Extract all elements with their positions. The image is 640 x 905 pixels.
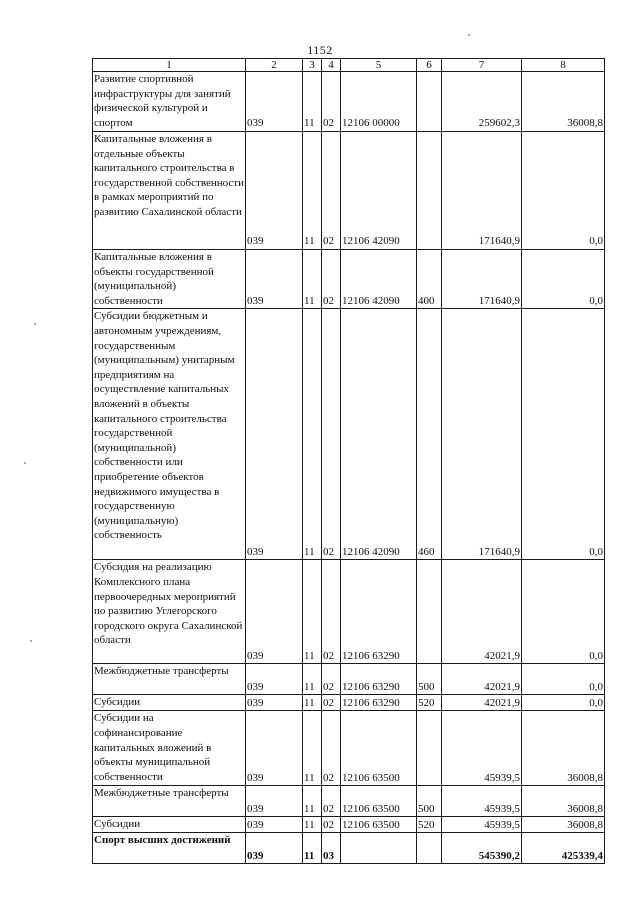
row-amount-col7: 45939,5 — [442, 786, 522, 817]
table-row — [93, 250, 605, 309]
row-amount-col7: 42021,9 — [442, 695, 522, 711]
row-amount-col8: 0,0 — [522, 250, 605, 309]
table-row — [93, 711, 605, 786]
row-section-code: 11 — [303, 132, 322, 250]
row-subsection-code: 02 — [322, 132, 341, 250]
row-target-code: 12106 42090 — [341, 250, 417, 309]
row-amount-col8: 36008,8 — [522, 817, 605, 833]
row-section-code: 11 — [303, 711, 322, 786]
row-amount-col8: 0,0 — [522, 560, 605, 664]
row-target-code: 12106 63500 — [341, 786, 417, 817]
table-row — [93, 309, 605, 560]
row-amount-col7: 171640,9 — [442, 309, 522, 560]
row-subsection-code: 02 — [322, 786, 341, 817]
row-subsection-code: 03 — [322, 833, 341, 864]
budget-table — [92, 58, 605, 864]
row-ministry-code: 039 — [246, 817, 303, 833]
row-amount-col8: 425339,4 — [522, 833, 605, 864]
table-row — [93, 560, 605, 664]
row-ministry-code: 039 — [246, 72, 303, 132]
row-ministry-code: 039 — [246, 132, 303, 250]
table-row — [93, 132, 605, 250]
row-section-code: 11 — [303, 664, 322, 695]
row-target-code: 12106 00000 — [341, 72, 417, 132]
row-amount-col8: 0,0 — [522, 309, 605, 560]
row-amount-col7: 45939,5 — [442, 817, 522, 833]
row-expense-type: 460 — [417, 309, 442, 560]
header-row — [93, 59, 605, 72]
row-amount-col8: 0,0 — [522, 132, 605, 250]
row-target-code: 12106 42090 — [341, 309, 417, 560]
table-row — [93, 664, 605, 695]
row-amount-col7: 171640,9 — [442, 250, 522, 309]
row-target-code: 12106 63290 — [341, 695, 417, 711]
scan-speck — [34, 323, 36, 325]
row-section-code: 11 — [303, 695, 322, 711]
row-target-code: 12106 63500 — [341, 817, 417, 833]
row-expense-type: 520 — [417, 817, 442, 833]
row-amount-col8: 0,0 — [522, 664, 605, 695]
table-row — [93, 695, 605, 711]
row-name: Капитальные вложения в отдельные объекты капитального строительства в государственной собственности в рамках мероприятий по развитию Сахалинской области — [93, 132, 246, 250]
row-name: Развитие спортивной инфраструктуры для занятий физической культурой и спортом — [93, 72, 246, 132]
scan-speck — [468, 34, 470, 36]
row-section-code: 11 — [303, 833, 322, 864]
row-name: Капитальные вложения в объекты государственной (муниципальной) собственности — [93, 250, 246, 309]
table-row — [93, 72, 605, 132]
row-ministry-code: 039 — [246, 711, 303, 786]
row-amount-col7: 545390,2 — [442, 833, 522, 864]
row-section-code: 11 — [303, 72, 322, 132]
table-row — [93, 786, 605, 817]
header-cell-5: 5 — [341, 59, 417, 72]
row-name: Межбюджетные трансферты — [93, 664, 246, 695]
row-subsection-code: 02 — [322, 309, 341, 560]
row-target-code — [341, 833, 417, 864]
row-expense-type: 520 — [417, 695, 442, 711]
row-name: Субсидии — [93, 817, 246, 833]
table-row-total — [93, 833, 605, 864]
row-subsection-code: 02 — [322, 817, 341, 833]
row-amount-col8: 36008,8 — [522, 72, 605, 132]
row-section-code: 11 — [303, 560, 322, 664]
row-amount-col8: 0,0 — [522, 695, 605, 711]
row-subsection-code: 02 — [322, 72, 341, 132]
row-amount-col7: 42021,9 — [442, 664, 522, 695]
row-amount-col7: 259602,3 — [442, 72, 522, 132]
row-amount-col7: 42021,9 — [442, 560, 522, 664]
row-target-code: 12106 42090 — [341, 132, 417, 250]
row-expense-type — [417, 560, 442, 664]
row-expense-type — [417, 132, 442, 250]
row-name: Субсидии бюджетным и автономным учреждениям, государственным (муниципальным) унитарным предприятиям на осуществление капитальных вложений в объекты капитального строительства государственной (муниципальной) собственности или приобретение объектов недвижимого имущества в государственную (муниципальную) собственность — [93, 309, 246, 560]
row-section-code: 11 — [303, 817, 322, 833]
row-expense-type — [417, 72, 442, 132]
row-expense-type: 400 — [417, 250, 442, 309]
row-subsection-code: 02 — [322, 695, 341, 711]
row-ministry-code: 039 — [246, 560, 303, 664]
header-cell-2: 2 — [246, 59, 303, 72]
header-cell-7: 7 — [442, 59, 522, 72]
page-number: 1152 — [307, 43, 333, 57]
header-cell-4: 4 — [322, 59, 341, 72]
row-ministry-code: 039 — [246, 833, 303, 864]
table-row — [93, 817, 605, 833]
row-section-code: 11 — [303, 786, 322, 817]
row-ministry-code: 039 — [246, 695, 303, 711]
header-cell-8: 8 — [522, 59, 605, 72]
row-section-code: 11 — [303, 309, 322, 560]
row-name: Субсидия на реализацию Комплексного плана первоочередных мероприятий по развитию Углегорского городского округа Сахалинской области — [93, 560, 246, 664]
row-ministry-code: 039 — [246, 250, 303, 309]
row-target-code: 12106 63290 — [341, 664, 417, 695]
header-cell-1: 1 — [93, 59, 246, 72]
row-amount-col7: 45939,5 — [442, 711, 522, 786]
row-ministry-code: 039 — [246, 786, 303, 817]
row-ministry-code: 039 — [246, 309, 303, 560]
scan-speck — [30, 640, 32, 642]
scan-speck — [24, 462, 26, 464]
row-name: Субсидии — [93, 695, 246, 711]
row-amount-col8: 36008,8 — [522, 786, 605, 817]
row-name: Межбюджетные трансферты — [93, 786, 246, 817]
row-target-code: 12106 63290 — [341, 560, 417, 664]
row-amount-col7: 171640,9 — [442, 132, 522, 250]
row-amount-col8: 36008,8 — [522, 711, 605, 786]
row-section-code: 11 — [303, 250, 322, 309]
row-subsection-code: 02 — [322, 711, 341, 786]
row-expense-type — [417, 711, 442, 786]
row-expense-type — [417, 833, 442, 864]
row-subsection-code: 02 — [322, 250, 341, 309]
row-expense-type: 500 — [417, 664, 442, 695]
row-subsection-code: 02 — [322, 560, 341, 664]
row-target-code: 12106 63500 — [341, 711, 417, 786]
row-name: Спорт высших достижений — [93, 833, 246, 864]
row-subsection-code: 02 — [322, 664, 341, 695]
row-ministry-code: 039 — [246, 664, 303, 695]
header-cell-3: 3 — [303, 59, 322, 72]
header-cell-6: 6 — [417, 59, 442, 72]
row-name: Субсидии на софинансирование капитальных вложений в объекты муниципальной собственности — [93, 711, 246, 786]
row-expense-type: 500 — [417, 786, 442, 817]
